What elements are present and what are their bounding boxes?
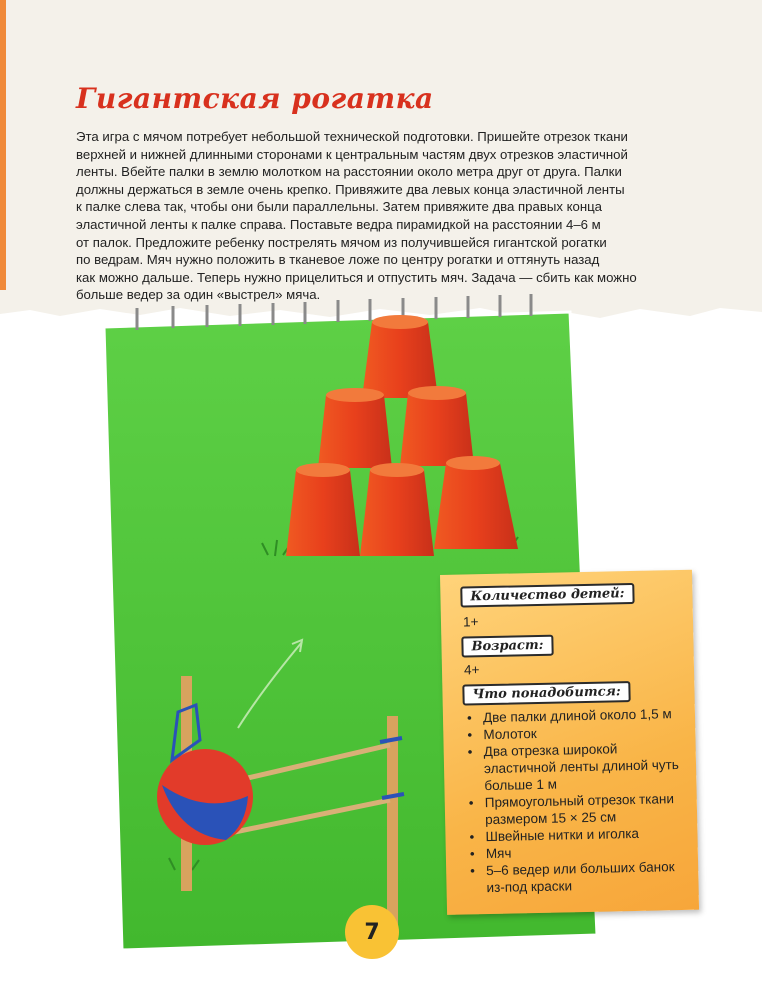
needs-item: • Два отрезка широкой эластичной ленты длиной чуть больше 1 м <box>466 739 689 795</box>
instructions-text <box>76 128 688 304</box>
needs-item: • Молоток <box>465 722 687 744</box>
children-count-value: 1+ <box>462 614 479 630</box>
page-number: 7 <box>345 905 399 959</box>
age-value: 4+ <box>463 662 480 678</box>
text-line: по ведрам. Мяч нужно положить в тканевое ложе по центру рогатки и оттянуть назад <box>76 252 600 268</box>
text-line: верхней и нижней длинными сторонами к центральным частям двух отрезков эластичной <box>76 146 628 162</box>
text-line: больше ведер за один «выстрел» мяча. <box>76 287 321 303</box>
needs-item: • Швейные нитки и иголка <box>467 824 689 846</box>
needs-item: • Прямоугольный отрезок ткани размером 15 × 25 см <box>467 790 690 829</box>
page-edge-accent <box>0 0 6 290</box>
needs-list <box>465 705 691 897</box>
text-line: ленты. Вбейте палки в землю молотком на расстоянии около метра друг от друга. Палки <box>76 164 622 180</box>
page-title: Гигантская рогатка <box>76 82 434 115</box>
text-line: Эта игра с мячом потребует небольшой технической подготовки. Пришейте отрезок ткани <box>76 129 628 144</box>
text-line: к палке слева так, чтобы они были параллельны. Затем привяжите два правых конца <box>76 199 603 215</box>
needs-label: Что понадобится: <box>462 681 631 706</box>
text-line: как можно дальше. Теперь нужно прицелиться и отпустить мяч. Задача — сбить как можно <box>76 269 637 285</box>
age-label: Возраст: <box>461 635 553 658</box>
children-count-label: Количество детей: <box>460 583 634 608</box>
text-line: от палок. Предложите ребенку пострелять мячом из получившейся гигантской рогатки <box>76 234 607 250</box>
needs-item: • Мяч <box>468 841 690 863</box>
info-card <box>440 570 699 915</box>
needs-item: • Две палки длиной около 1,5 м <box>465 705 687 727</box>
needs-item: • 5–6 ведер или больших банок из-под краски <box>468 858 691 897</box>
text-line: должны держаться в земле очень крепко. Привяжите два левых конца эластичной ленты <box>76 181 625 197</box>
text-line: эластичной ленты к палке справа. Поставьте ведра пирамидкой на расстоянии 4–6 м <box>76 216 601 232</box>
